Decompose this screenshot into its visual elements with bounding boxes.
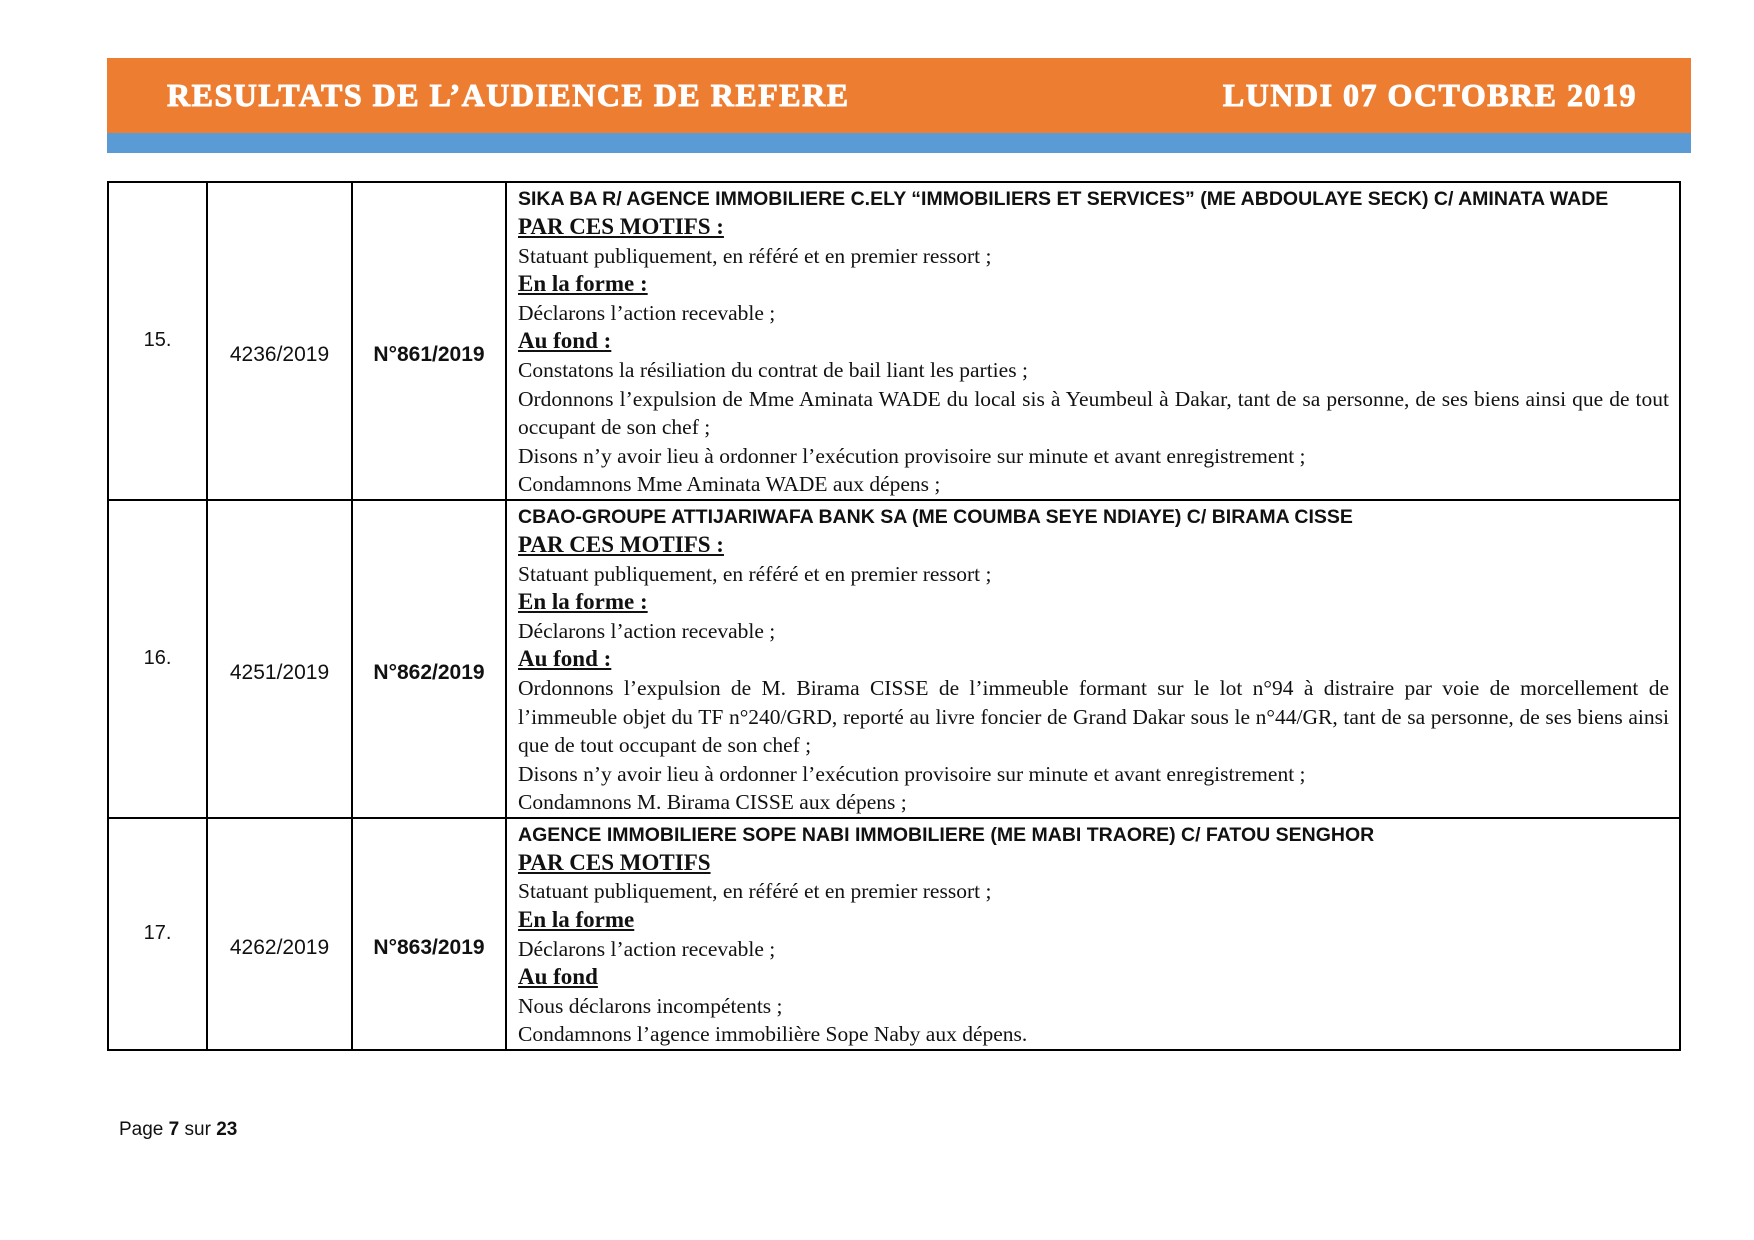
fond-line: Disons n’y avoir lieu à ordonner l’exécution provisoire sur minute et avant enregistrement ;	[518, 761, 1306, 786]
decision-content	[506, 500, 1680, 818]
fond-line: Disons n’y avoir lieu à ordonner l’exécution provisoire sur minute et avant enregistrement ;	[518, 443, 1306, 468]
motifs-heading: PAR CES MOTIFS :	[518, 214, 724, 239]
page-footer	[119, 1119, 237, 1141]
decision-content	[506, 182, 1680, 500]
forme-line: Déclarons l’action recevable ;	[518, 618, 776, 643]
fond-heading: Au fond :	[518, 646, 612, 672]
statuant-line: Statuant publiquement, en référé et en premier ressort ;	[518, 243, 992, 268]
motifs-heading: PAR CES MOTIFS	[518, 849, 711, 875]
case-parties: AGENCE IMMOBILIERE SOPE NABI IMMOBILIERE (ME MABI TRAORE) C/ FATOU SENGHOR	[518, 823, 1375, 846]
forme-heading: En la forme	[518, 907, 635, 933]
forme-line: Déclarons l’action recevable ;	[518, 300, 776, 325]
forme-line: Déclarons l’action recevable ;	[518, 936, 776, 961]
ordonnance-number: N°861/2019	[352, 182, 506, 500]
fond-heading: Au fond	[518, 964, 598, 990]
case-number: 4251/2019	[207, 500, 352, 818]
header-title: RESULTATS DE L’AUDIENCE DE REFERE	[167, 77, 850, 113]
header-blue-band	[107, 133, 1691, 153]
statuant-line: Statuant publiquement, en référé et en premier ressort ;	[518, 561, 992, 586]
results-table-body	[108, 182, 1680, 1050]
forme-heading: En la forme :	[518, 589, 648, 615]
fond-line: Condamnons M. Birama CISSE aux dépens ;	[518, 790, 907, 815]
header-banner	[107, 58, 1691, 153]
footer-page-word: Page	[119, 1119, 164, 1140]
fond-line: Nous déclarons incompétents ;	[518, 993, 783, 1018]
header-orange-band	[107, 58, 1691, 133]
fond-line: Ordonnons l’expulsion de M. Birama CISSE de l’immeuble formant sur le lot n°94 à distraire par voie de morcellement de l’immeuble objet du TF n°240/GRD, reporté au livre foncier de Grand Dakar sous le n°44/GR, tant de sa personne, de ses biens ainsi que de tout occupant de son chef ;	[518, 675, 1669, 758]
fond-line: Ordonnons l’expulsion de Mme Aminata WADE du local sis à Yeumbeul à Dakar, tant de sa personne, de ses biens ainsi que de tout occupant de son chef ;	[518, 386, 1669, 440]
fond-line: Condamnons Mme Aminata WADE aux dépens ;	[518, 472, 941, 497]
case-parties: SIKA BA R/ AGENCE IMMOBILIERE C.ELY “IMMOBILIERS ET SERVICES” (ME ABDOULAYE SECK) C/ AMINATA WADE	[518, 188, 1609, 210]
ordonnance-number: N°862/2019	[352, 500, 506, 818]
row-number: 15.	[108, 182, 207, 500]
table-row	[108, 500, 1680, 818]
table-row	[108, 818, 1680, 1050]
footer-total-pages: 23	[216, 1119, 238, 1140]
forme-heading: En la forme :	[518, 271, 648, 297]
decision-content	[506, 818, 1680, 1050]
case-number: 4262/2019	[207, 818, 352, 1050]
row-number: 16.	[108, 500, 207, 818]
ordonnance-number: N°863/2019	[352, 818, 506, 1050]
footer-current-page: 7	[168, 1119, 180, 1140]
fond-heading: Au fond :	[518, 328, 612, 354]
statuant-line: Statuant publiquement, en référé et en premier ressort ;	[518, 879, 992, 904]
case-parties: CBAO-GROUPE ATTIJARIWAFA BANK SA (ME COUMBA SEYE NDIAYE) C/ BIRAMA CISSE	[518, 505, 1353, 528]
motifs-heading: PAR CES MOTIFS :	[518, 531, 724, 557]
case-number: 4236/2019	[207, 182, 352, 500]
fond-line: Condamnons l’agence immobilière Sope Naby aux dépens.	[518, 1022, 1028, 1047]
results-table	[107, 181, 1681, 1051]
fond-line: Constatons la résiliation du contrat de bail liant les parties ;	[518, 357, 1028, 382]
header-date: LUNDI 07 OCTOBRE 2019	[1222, 77, 1637, 113]
table-row	[108, 182, 1680, 500]
row-number: 17.	[108, 818, 207, 1050]
footer-sur-word: sur	[184, 1119, 211, 1140]
